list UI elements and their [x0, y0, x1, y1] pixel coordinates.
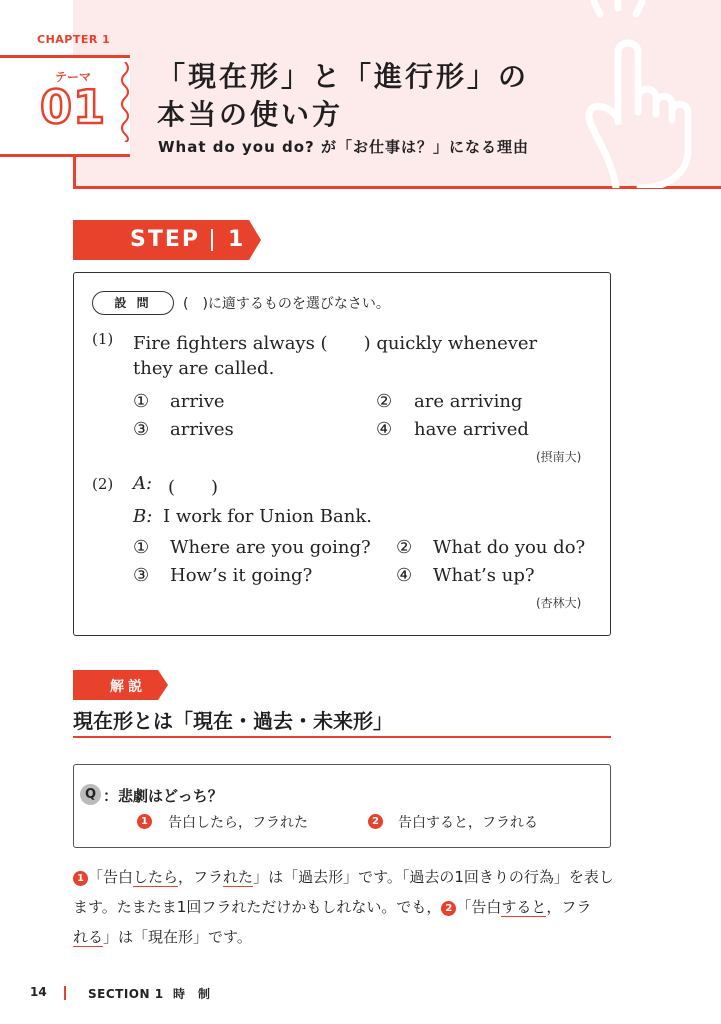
q1-line1: Fire fighters always ( ) quickly whenever [133, 333, 538, 354]
underline-suruto: すると [501, 898, 547, 916]
theme-number: 01 [40, 80, 107, 134]
question-instruction: ( )に適するものを選びなさい。 [183, 296, 390, 312]
q2-option-4[interactable]: What’s up? [433, 565, 535, 586]
footer-section [88, 985, 210, 1002]
explanation-tag-label: 解説 [110, 679, 146, 695]
underline-reru: れる [73, 928, 104, 946]
footer-divider [64, 986, 66, 1000]
q2-speaker-b: B: [133, 506, 153, 527]
q1-option-4-num: ④ [376, 419, 393, 440]
q2-option-3-num: ③ [133, 565, 150, 586]
q2-option-1-num: ① [133, 537, 150, 558]
para-num1: 1 [73, 871, 88, 886]
choice1-number: 1 [137, 814, 152, 829]
q2-option-1[interactable]: Where are you going? [170, 537, 371, 558]
q1-option-2-num: ② [376, 391, 393, 412]
q2-b-text: I work for Union Bank. [163, 506, 372, 527]
choice1-text[interactable]: 告白したら，フラれた [168, 815, 308, 831]
q2-option-4-num: ④ [396, 565, 413, 586]
paragraph-line3 [73, 926, 252, 947]
paragraph-line1 [73, 866, 613, 887]
page-title-line2: 本当の使い方 [157, 98, 344, 131]
paragraph-line2 [73, 896, 613, 917]
quiz-question: ：悲劇はどっち？ [103, 787, 223, 805]
section-heading: 現在形とは「現在・過去・未来形」 [73, 709, 393, 733]
quiz-box [73, 764, 611, 848]
footer-section-label: SECTION 1 [88, 987, 164, 1001]
q1-option-3-num: ③ [133, 419, 150, 440]
pointing-hand-icon [560, 0, 721, 188]
para-text: 」は「現在形」です。 [103, 928, 252, 946]
para-text: ，フラ [178, 868, 224, 886]
question-pill: 設 問 [92, 291, 174, 315]
para-text: ，フラ [546, 898, 592, 916]
q2-number: (2) [92, 475, 114, 493]
choice2-text[interactable]: 告白すると，フラれる [398, 815, 538, 831]
step-word: STEP [130, 227, 201, 252]
wavy-divider-icon [118, 62, 132, 142]
q1-option-1[interactable]: arrive [170, 391, 225, 412]
q2-option-3[interactable]: How’s it going? [170, 565, 313, 586]
q2-option-2-num: ② [396, 537, 413, 558]
q1-option-1-num: ① [133, 391, 150, 412]
step-number: 1 [228, 227, 246, 252]
underline-shitara: したら [133, 868, 179, 886]
choice2-number: 2 [368, 814, 383, 829]
page-title-line1: 「現在形」と「進行形」の [157, 60, 530, 93]
step-label [130, 227, 245, 252]
q-mark: Q [80, 784, 101, 805]
q1-option-3[interactable]: arrives [170, 419, 234, 440]
para-num2: 2 [441, 901, 456, 916]
para-text: 」は「過去形」です。「過去の1回きりの行為」を表し [253, 868, 614, 886]
footer-section-name: 時 制 [172, 987, 211, 1001]
q1-option-4[interactable]: have arrived [414, 419, 529, 440]
heading-underline [73, 736, 611, 738]
q2-a-text: ( ) [168, 477, 219, 498]
para-text: ます。たまたま1回フラれただけかもしれない。でも， [73, 898, 442, 916]
q2-speaker-a: A: [133, 473, 153, 494]
q2-source: (杏林大) [536, 596, 582, 610]
para-text: 「告白 [88, 868, 134, 886]
q2-option-2[interactable]: What do you do? [433, 537, 586, 558]
q1-option-2[interactable]: are arriving [414, 391, 523, 412]
page-number: 14 [30, 985, 47, 999]
underline-reta: れた [223, 868, 254, 886]
para-text: 「告白 [456, 898, 502, 916]
q1-line2: they are called. [133, 358, 275, 379]
q1-source: (摂南大) [536, 450, 582, 464]
chapter-label: CHAPTER 1 [37, 33, 111, 46]
theme-label: テーマ [55, 70, 92, 84]
q1-number: (1) [92, 330, 114, 348]
page-subtitle: What do you do? が「お仕事は？」になる理由 [158, 138, 529, 156]
